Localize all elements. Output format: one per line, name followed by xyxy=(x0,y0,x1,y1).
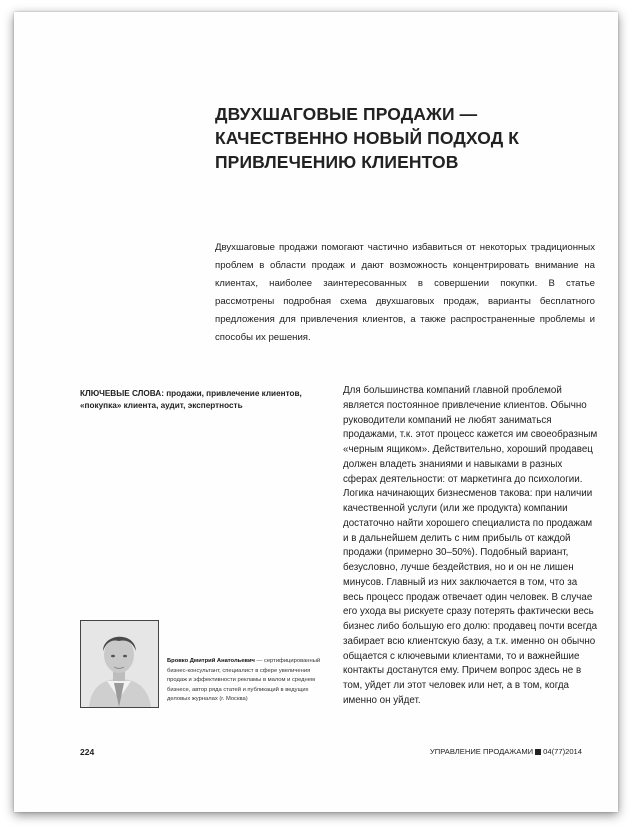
magazine-page xyxy=(14,12,618,812)
article-body: Для большинства компаний главной проблемой является постоянное привлечение клиентов. Обычно руководители компаний не любят заниматься продажами, т.к. этот процесс кажется им своеобразным «черным ящиком». Действительно, хороший продавец должен владеть знаниями и навыками в разных сферах деятельности: от маркетинга до психологии. Логика начинающих бизнесменов такова: при наличии качественной услуги (или же продукта) компании достаточно найти хорошего специалиста по продажам и в дальнейшем делить с ним прибыль от каждой продажи (примерно 30–50%). Подобный вариант, безусловно, лучше бездействия, но и он не лишен минусов. Главный из них заключается в том, что за весь процесс продаж отвечает один человек. В случае его ухода вы рискуете сразу потерять фактически весь бизнес либо большую его долю: продавец почти всегда забирает всю клиентскую базу, а т.к. именно он обычно общается с ключевыми клиентами, то и важнейшие контакты достанутся ему. Причем вопрос здесь не в том, уйдет ли этот человек или нет, а в том, когда именно он уйдет. xyxy=(343,385,598,706)
keywords-block xyxy=(80,388,342,411)
magazine-issue: 04(77)2014 xyxy=(543,747,582,756)
keywords-list: продажи, привлечение клиентов, «покупка» клиента, аудит, экспертность xyxy=(80,389,302,410)
article-lead: Двухшаговые продажи помогают частично избавиться от некоторых традиционных проблем в области продаж и дают возможность концентрировать внимание на клиентах, наиболее заинтересованных в совершении покупки. В статье рассмотрены подробная схема двухшаговых продаж, варианты бесплатного предложения для привлечения клиентов, а также распространенные проблемы и способы их решения. xyxy=(215,242,595,343)
author-portrait-icon xyxy=(81,621,158,707)
keywords-label: КЛЮЧЕВЫЕ СЛОВА: xyxy=(80,389,164,398)
square-separator-icon xyxy=(535,749,541,755)
author-name: Бровко Дмитрий Анатольевич xyxy=(167,658,255,664)
article-title: ДВУХШАГОВЫЕ ПРОДАЖИ — КАЧЕСТВЕННО НОВЫЙ ПОДХОД К ПРИВЛЕЧЕНИЮ КЛИЕНТОВ xyxy=(215,104,520,172)
magazine-name: УПРАВЛЕНИЕ ПРОДАЖАМИ xyxy=(429,747,534,756)
page-number: 224 xyxy=(80,747,95,757)
author-info xyxy=(167,657,327,705)
author-photo xyxy=(80,620,159,708)
author-bio: — сертифицированный бизнес-консультант, специалист в сфере увеличения продаж и эффективности рекламы в малом и среднем бизнесе, автор ряда статей и публикаций в ведущих деловых журналах (г. Москва) xyxy=(167,658,321,703)
magazine-footer xyxy=(430,747,582,756)
